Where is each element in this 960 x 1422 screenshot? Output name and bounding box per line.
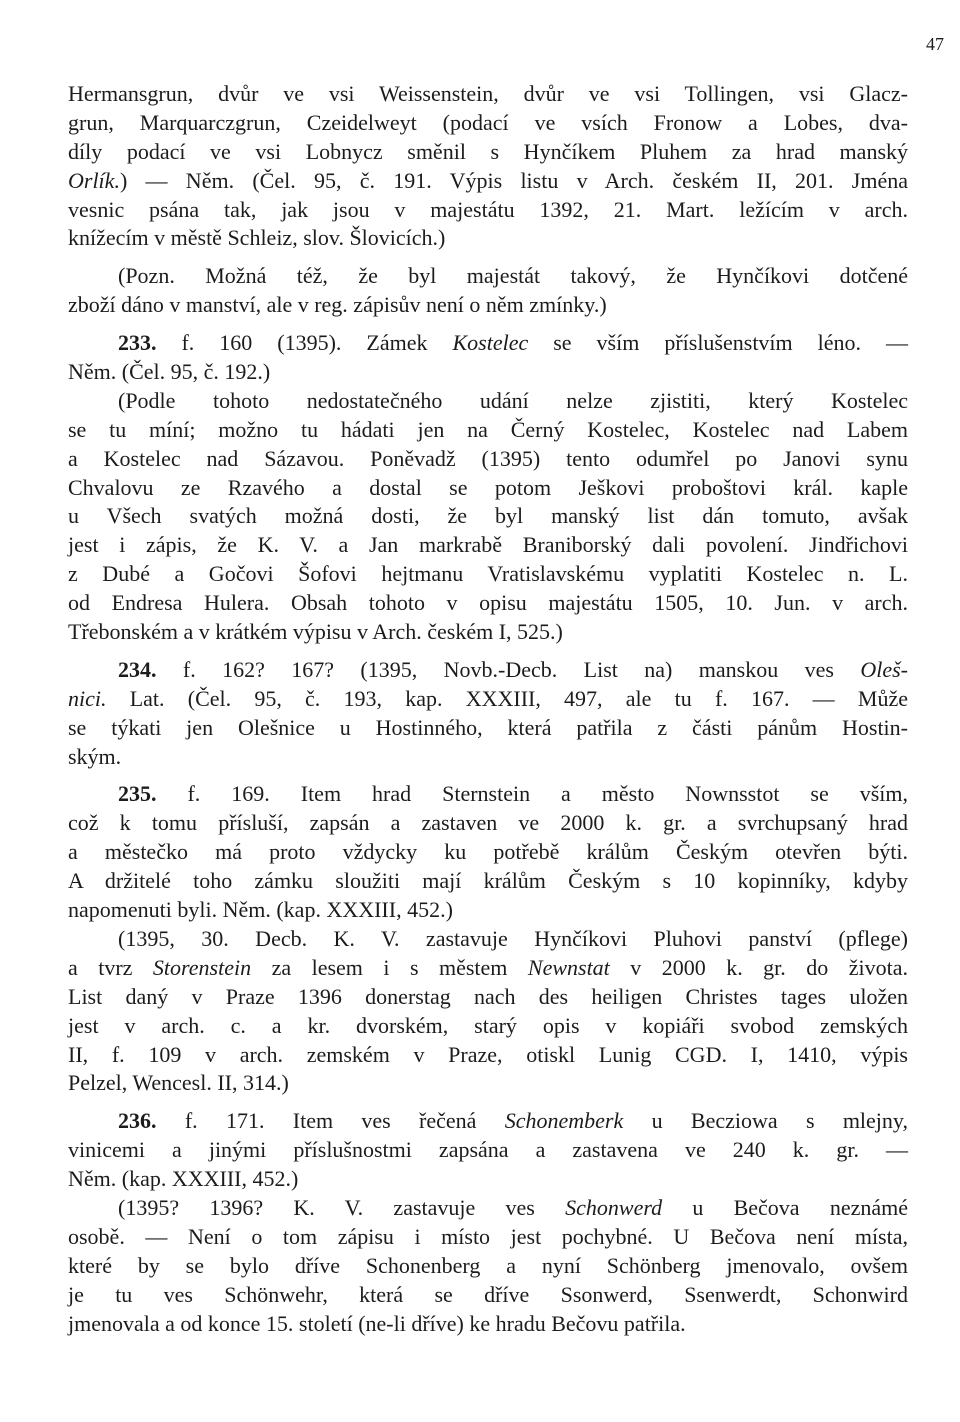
text-segment: které by se bylo dříve Schonenberg a nyní Schönberg jmenovalo, ovšem — [68, 1252, 908, 1278]
text-segment: f. 160 (1395). Zámek — [156, 330, 453, 356]
italic-name: nici. — [68, 685, 107, 711]
text-line — [68, 809, 908, 838]
text-line — [68, 896, 908, 925]
text-line — [68, 1310, 908, 1339]
text-line — [68, 954, 908, 983]
text-line — [68, 560, 908, 589]
text-line — [68, 291, 908, 320]
text-segment: f. 169. Item hrad Sternstein a město Nownsstot se vším, — [156, 781, 908, 807]
text-line — [68, 138, 908, 167]
italic-name: Kostelec — [452, 330, 529, 356]
entry-number: 236. — [118, 1108, 157, 1134]
text-segment: u Všech svatých možná dosti, že byl manský list dán tomuto, avšak — [68, 503, 908, 529]
text-segment: což k tomu přísluší, zapsán a zastaven ve 2000 k. gr. a svrchupsaný hrad — [68, 810, 908, 836]
italic-name: Newnstat — [527, 954, 610, 980]
text-line — [68, 867, 908, 896]
body-text — [68, 80, 908, 1338]
entry-number: 235. — [118, 781, 157, 807]
italic-name: Storenstein — [152, 954, 252, 980]
text-segment: f. 162? 167? (1395, Novb.-Decb. List na) manskou ves — [156, 656, 861, 682]
text-line — [68, 589, 908, 618]
text-segment: a městečko má proto vždycky ku potřebě králům Českým otevřen býti. — [68, 839, 908, 865]
text-line — [68, 1223, 908, 1252]
text-segment: vesnic psána tak, jak jsou v majestátu 1392, 21. Mart. ležícím v arch. — [68, 196, 908, 222]
text-segment: díly podací ve vsi Lobnycz směnil s Hynčíkem Pluhem za hrad manský — [68, 138, 908, 164]
text-line — [68, 714, 908, 743]
paragraph — [68, 656, 908, 772]
text-segment: se tu míní; možno tu hádati jen na Černý Kostelec, Kostelec nad Labem — [68, 416, 908, 442]
text-segment: Něm. (Čel. 95, č. 192.) — [68, 359, 271, 385]
text-line — [68, 1165, 908, 1194]
italic-name: Schonwerd — [565, 1194, 663, 1220]
text-segment: osobě. — Není o tom zápisu i místo jest pochybné. U Bečova není místa, — [68, 1223, 908, 1249]
entry-number: 234. — [118, 656, 157, 682]
text-segment: u Bečova neznámé — [662, 1194, 908, 1220]
text-segment: z Dubé a Gočovi Šofovi hejtmanu Vratislavskému vyplatiti Kostelec n. L. — [68, 561, 908, 587]
text-segment: knížecím v městě Schleiz, slov. Šlovicích.) — [68, 225, 446, 251]
text-segment: A držitelé toho zámku sloužiti mají králům Českým s 10 kopinníky, kdyby — [68, 868, 908, 894]
text-line — [68, 474, 908, 503]
text-line — [68, 224, 908, 253]
text-line — [68, 1107, 908, 1136]
text-segment: (1395, 30. Decb. K. V. zastavuje Hynčíkovi Pluhovi panství (pflege) — [118, 925, 908, 951]
paragraph — [68, 1107, 908, 1194]
text-segment: (1395? 1396? K. V. zastavuje ves — [118, 1194, 566, 1220]
text-segment: jmenovala a od konce 15. století (ne-li dříve) ke hradu Bečovu patřila. — [68, 1310, 686, 1336]
text-segment: zboží dáno v manství, ale v reg. zápisův není o něm zmínky.) — [68, 292, 607, 318]
text-segment: Lat. (Čel. 95, č. 193, kap. XXXIII, 497, ale tu f. 167. — Může — [106, 685, 908, 711]
text-line — [68, 358, 908, 387]
text-line — [68, 1281, 908, 1310]
text-line — [68, 780, 908, 809]
text-line — [68, 196, 908, 225]
text-line — [68, 262, 908, 291]
text-line — [68, 1069, 908, 1098]
text-segment: ) — Něm. (Čel. 95, č. 191. Výpis listu v Arch. českém II, 201. Jména — [119, 167, 908, 193]
text-line — [68, 838, 908, 867]
text-segment: za lesem i s městem — [251, 954, 528, 980]
text-segment: Chvalovu ze Rzavého a dostal se potom Ješkovi proboštovi král. kaple — [68, 474, 908, 500]
text-segment: jest i zápis, že K. V. a Jan markrabě Braniborský dali povolení. Jindřichovi — [68, 532, 908, 558]
italic-name: Oleš- — [860, 656, 908, 682]
page-number: 47 — [926, 34, 944, 54]
text-line — [68, 618, 908, 647]
text-segment: je tu ves Schönwehr, která se dříve Ssonwerd, Ssenwerdt, Schonwird — [68, 1281, 908, 1307]
paragraph — [68, 387, 908, 647]
text-line — [68, 167, 908, 196]
text-line — [68, 685, 908, 714]
italic-name: Orlík. — [68, 167, 120, 193]
text-segment: grun, Marquarczgrun, Czeidelweyt (podací ve vsích Fronow a Lobes, dva- — [68, 109, 908, 135]
italic-name: Schonemberk — [504, 1108, 624, 1134]
entry-number: 233. — [118, 330, 157, 356]
text-line — [68, 416, 908, 445]
text-line — [68, 80, 908, 109]
text-segment: se týkati jen Olešnice u Hostinného, která patřila z části pánům Hostin- — [68, 714, 908, 740]
text-segment: a Kostelec nad Sázavou. Poněvadž (1395) tento odumřel po Janovi synu — [68, 445, 908, 471]
text-line — [68, 743, 908, 772]
text-segment: vinicemi a jinými příslušnostmi zapsána a zastavena ve 240 k. gr. — — [68, 1137, 908, 1163]
text-line — [68, 329, 908, 358]
text-segment: Třebonském a v krátkém výpisu v Arch. českém I, 525.) — [68, 619, 563, 645]
text-line — [68, 531, 908, 560]
text-segment: II, f. 109 v arch. zemském v Praze, otiskl Lunig CGD. I, 1410, výpis — [68, 1041, 908, 1067]
paragraph — [68, 780, 908, 924]
text-line — [68, 1041, 908, 1070]
text-segment: Hermansgrun, dvůr ve vsi Weissenstein, dvůr ve vsi Tollingen, vsi Glacz- — [68, 81, 908, 106]
text-segment: Pelzel, Wencesl. II, 314.) — [68, 1070, 289, 1096]
paragraph — [68, 80, 908, 253]
text-line — [68, 1012, 908, 1041]
text-segment: Něm. (kap. XXXIII, 452.) — [68, 1166, 299, 1192]
text-line — [68, 445, 908, 474]
paragraph — [68, 262, 908, 320]
text-segment: List daný v Praze 1396 donerstag nach des heiligen Christes tages uložen — [68, 983, 908, 1009]
text-segment: napomenuti byli. Něm. (kap. XXXIII, 452.) — [68, 897, 453, 923]
text-segment: v 2000 k. gr. do života. — [609, 954, 908, 980]
text-segment: a tvrz — [68, 954, 153, 980]
text-line — [68, 109, 908, 138]
text-segment: f. 171. Item ves řečená — [156, 1108, 505, 1134]
text-line — [68, 983, 908, 1012]
text-segment: ským. — [68, 743, 122, 769]
text-line — [68, 925, 908, 954]
text-line — [68, 656, 908, 685]
paragraph — [68, 1194, 908, 1338]
text-line — [68, 502, 908, 531]
paragraph — [68, 925, 908, 1098]
text-segment: (Podle tohoto nedostatečného udání nelze zjistiti, který Kostelec — [118, 387, 908, 413]
text-segment: jest v arch. c. a kr. dvorském, starý opis v kopiáři svobod zemských — [68, 1012, 908, 1038]
text-segment: od Endresa Hulera. Obsah tohoto v opisu majestátu 1505, 10. Jun. v arch. — [68, 590, 908, 616]
text-segment: (Pozn. Možná též, že byl majestát takový, že Hynčíkovi dotčené — [118, 263, 908, 289]
text-line — [68, 1194, 908, 1223]
text-line — [68, 1136, 908, 1165]
paragraph — [68, 329, 908, 387]
text-segment: u Becziowa s mlejny, — [623, 1108, 908, 1134]
text-line — [68, 387, 908, 416]
text-line — [68, 1252, 908, 1281]
text-segment: se vším příslušenstvím léno. — — [528, 330, 908, 356]
